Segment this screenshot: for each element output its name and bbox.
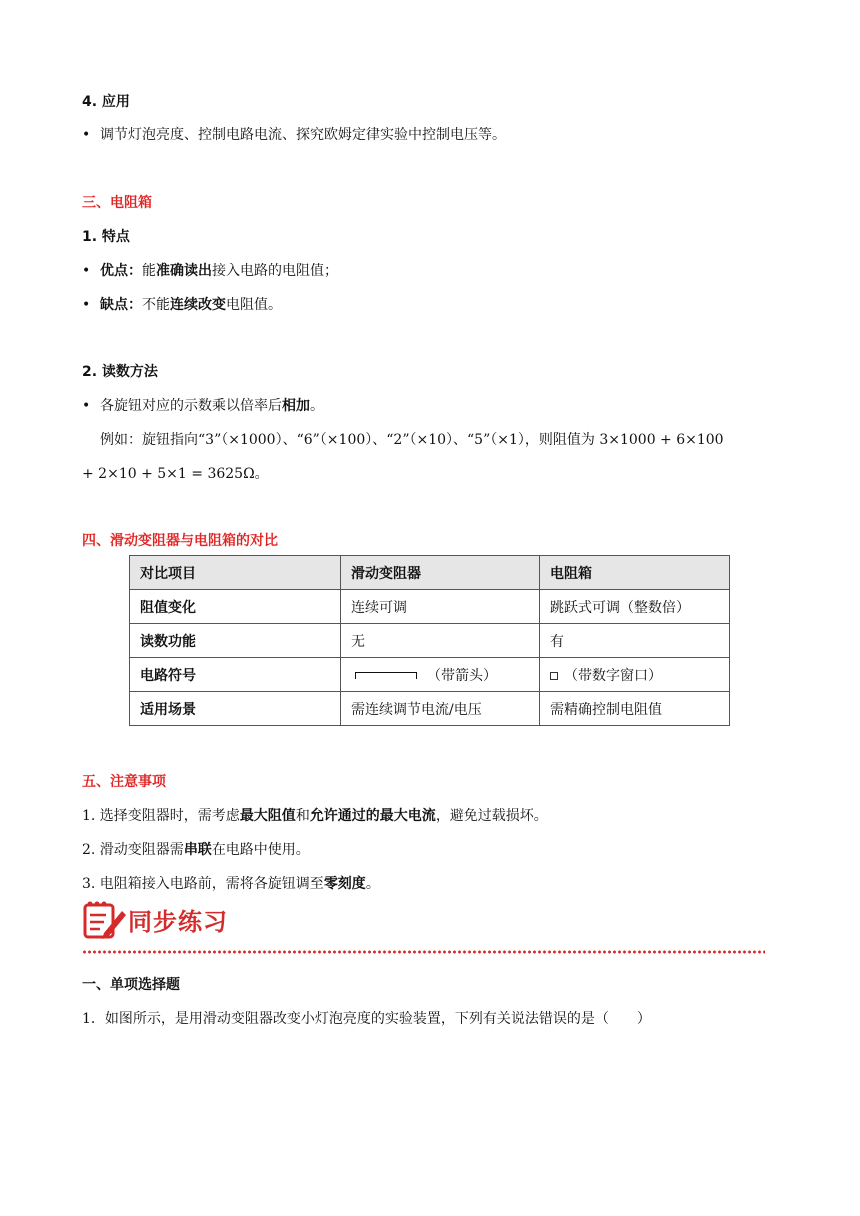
- reading-rule: • 各旋钮对应的示数乘以倍率后相加。: [82, 398, 324, 414]
- table-cell: 适用场景: [130, 692, 341, 726]
- table-cell: 阻值变化: [130, 590, 341, 624]
- symbol-note: （带数字窗口）: [564, 667, 662, 684]
- section-title-resistance-box: 三、电阻箱: [82, 195, 152, 211]
- table-row: [130, 624, 730, 658]
- symbol-note: （带箭头）: [427, 667, 497, 684]
- question-1: 1．如图所示，是用滑动变阻器改变小灯泡亮度的实验装置，下列有关说法错误的是（ ）: [82, 1011, 651, 1027]
- reading-method-heading: 2. 读数方法: [82, 364, 158, 380]
- table-cell: 需精确控制电阻值: [540, 692, 730, 726]
- table-cell: 需连续调节电流/电压: [341, 692, 540, 726]
- app-bullet: • 调节灯泡亮度、控制电路电流、探究欧姆定律实验中控制电压等。: [82, 127, 506, 143]
- example-line-1: 例如：旋钮指向“3”（×1000）、“6”（×100）、“2”（×10）、“5”（×1），则阻值为 3×1000 + 6×100: [100, 432, 724, 448]
- note-item-2: 2. 滑动变阻器需串联在电路中使用。: [82, 842, 310, 858]
- table-header-cell: 对比项目: [130, 556, 341, 590]
- notebook-pencil-icon: [82, 899, 128, 941]
- table-cell: 有: [540, 624, 730, 658]
- table-header-row: [130, 556, 730, 590]
- table-cell: [540, 658, 730, 692]
- features-heading: 1. 特点: [82, 229, 130, 245]
- example-line-2: + 2×10 + 5×1 = 3625Ω。: [82, 466, 269, 482]
- comparison-table: [129, 555, 730, 726]
- table-cell: 跳跃式可调（整数倍）: [540, 590, 730, 624]
- section-title-comparison: 四、滑动变阻器与电阻箱的对比: [82, 533, 278, 549]
- question-section-title: 一、单项选择题: [82, 977, 180, 993]
- practice-title: 同步练习: [128, 908, 228, 936]
- table-row: [130, 658, 730, 692]
- table-cell: 无: [341, 624, 540, 658]
- table-cell: 读数功能: [130, 624, 341, 658]
- table-header-cell: 滑动变阻器: [341, 556, 540, 590]
- rheostat-symbol-icon: [355, 672, 417, 679]
- dotted-divider: [82, 950, 765, 954]
- table-cell: 连续可调: [341, 590, 540, 624]
- note-item-1: 1. 选择变阻器时，需考虑最大阻值和允许通过的最大电流，避免过载损坏。: [82, 808, 548, 824]
- table-cell: [341, 658, 540, 692]
- section-title-notes: 五、注意事项: [82, 774, 166, 790]
- app-heading: 4. 应用: [82, 94, 130, 110]
- note-item-3: 3. 电阻箱接入电路前，需将各旋钮调至零刻度。: [82, 876, 380, 892]
- advantage-line: • 优点：能准确读出接入电路的电阻值；: [82, 263, 338, 279]
- table-row: [130, 692, 730, 726]
- resistance-box-symbol-icon: [550, 672, 558, 680]
- table-cell: 电路符号: [130, 658, 341, 692]
- table-header-cell: 电阻箱: [540, 556, 730, 590]
- table-row: [130, 590, 730, 624]
- disadvantage-line: • 缺点：不能连续改变电阻值。: [82, 297, 282, 313]
